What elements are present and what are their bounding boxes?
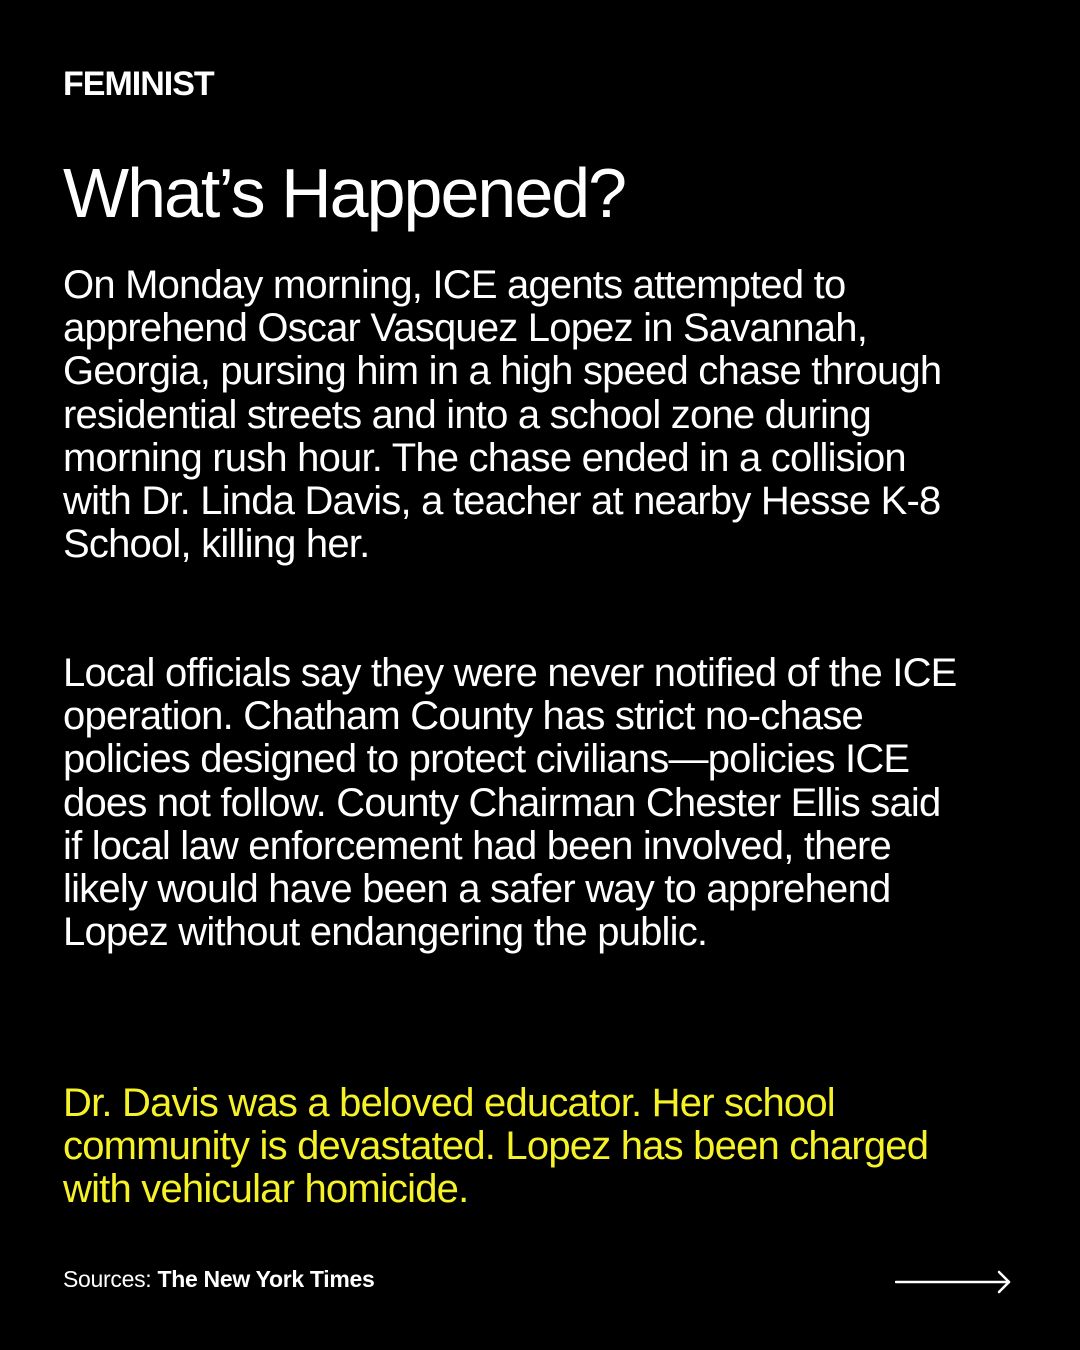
sources-line	[63, 1264, 375, 1294]
paragraph-what-happened: On Monday morning, ICE agents attempted to apprehend Oscar Vasquez Lopez in Savannah, Georgia, pursing him in a high speed chase through residential streets and into a school zone during morning rush hour. The chase ended in a collision with Dr. Linda Davis, a teacher at nearby Hesse K-8 School, killing her.	[63, 263, 942, 567]
sources-name: The New York Times	[157, 1266, 375, 1292]
sources-label: Sources:	[63, 1266, 158, 1292]
arrow-right-icon[interactable]	[895, 1268, 1013, 1296]
paragraph-highlight: Dr. Davis was a beloved educator. Her school community is devastated. Lopez has been charged with vehicular homicide.	[63, 1081, 929, 1212]
paragraph-local-officials: Local officials say they were never notified of the ICE operation. Chatham County has strict no-chase policies designed to protect civilians—policies ICE does not follow. County Chairman Chester Ellis said if local law enforcement had been involved, there likely would have been a safer way to apprehend Lopez without endangering the public.	[63, 651, 957, 955]
brand-logo: FEMINIST	[63, 65, 214, 103]
page-title: What’s Happened?	[63, 154, 626, 232]
